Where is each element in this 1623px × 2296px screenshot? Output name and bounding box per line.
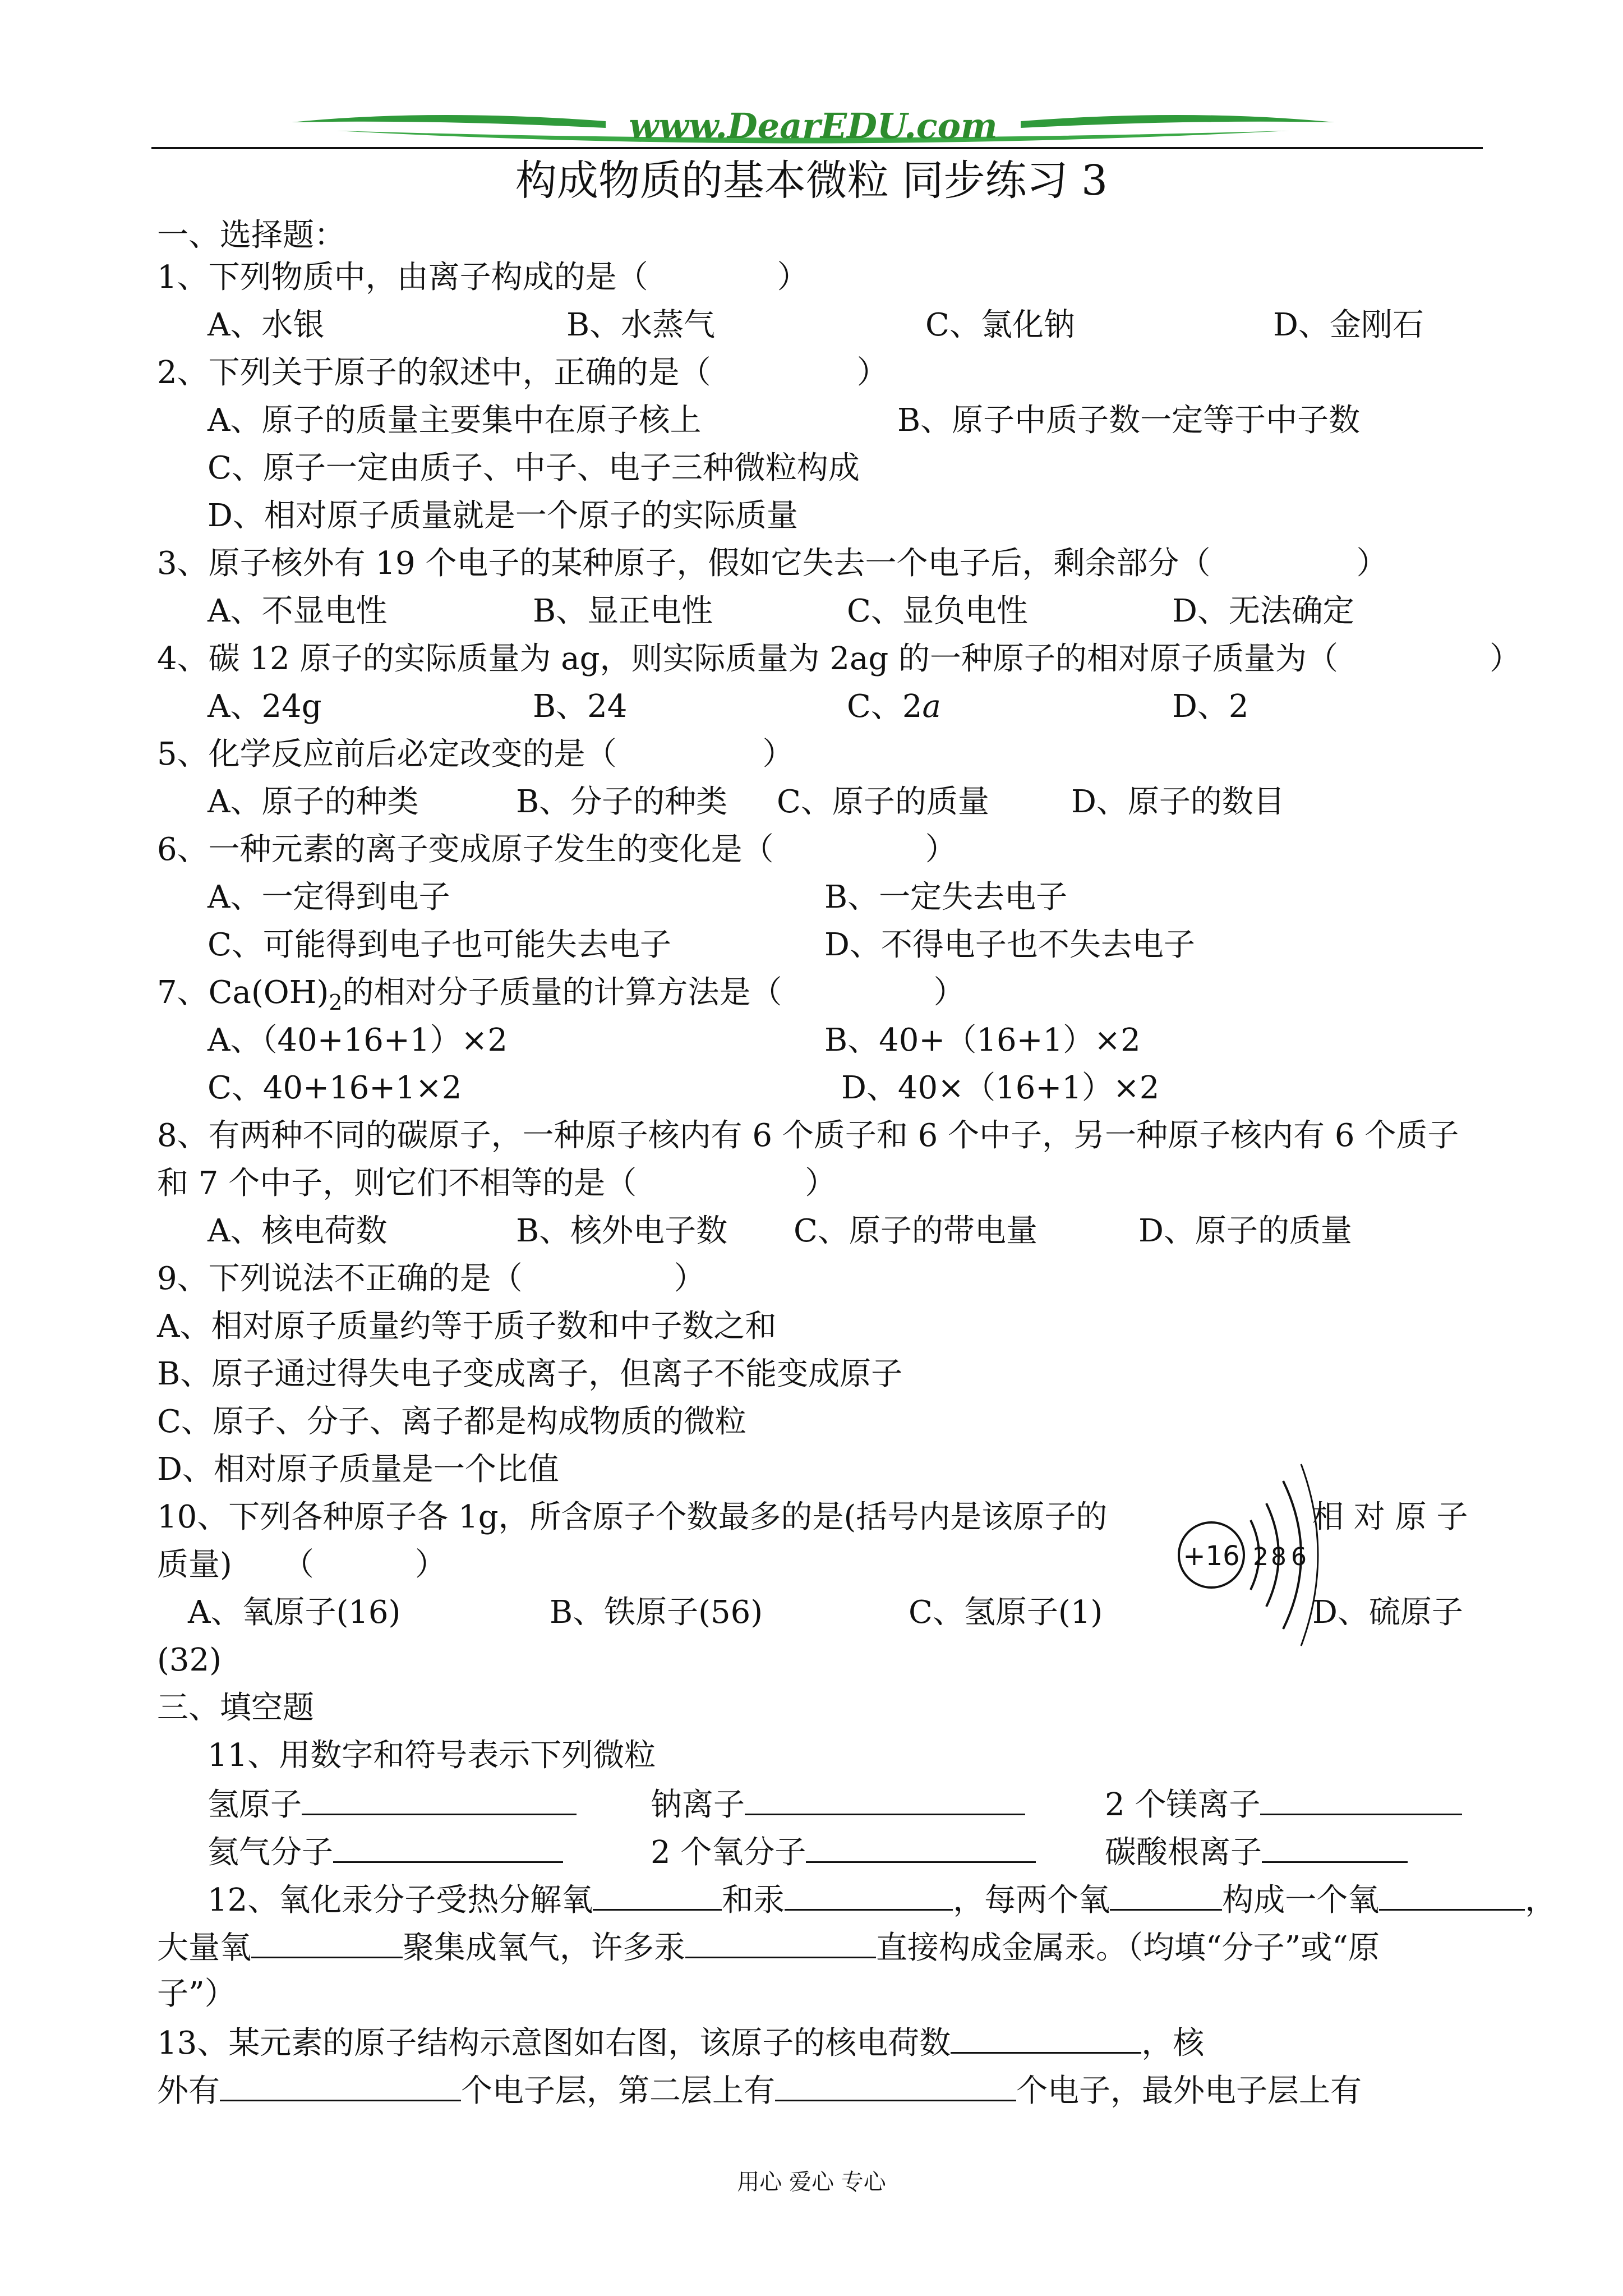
question-13-text-3: 外有 <box>157 2073 220 2109</box>
question-12-text-8: 直接构成金属汞。（均填“分子”或“原 <box>876 1930 1380 1966</box>
question-10-line-1: 10、下列各种原子各 1g，所含原子个数最多的是(括号内是该原子的 <box>157 1499 1108 1535</box>
section-heading-fill: 三、填空题 <box>157 1690 314 1726</box>
page-footer: 用心 爱心 专心 <box>737 2169 886 2195</box>
question-11-item-6 <box>1105 1829 1408 1875</box>
question-9-option-b: B、原子通过得失电子变成离子，但离子不能变成原子 <box>157 1356 903 1392</box>
answer-blank[interactable] <box>1262 1829 1408 1863</box>
page-title: 构成物质的基本微粒 同步练习 3 <box>515 157 1108 205</box>
question-12-text-4: 构成一个氧 <box>1222 1882 1380 1918</box>
question-10-option-b: B、铁原子(56) <box>550 1594 763 1631</box>
question-11-item-1 <box>208 1781 577 1828</box>
question-5-stem: 5、化学反应前后必定改变的是（ <box>157 736 617 772</box>
header-rule <box>151 147 1483 149</box>
question-8-option-d: D、原子的质量 <box>1138 1213 1352 1249</box>
question-13-text-5: 个电子，最外电子层上有 <box>1016 2073 1362 2109</box>
answer-blank[interactable] <box>333 1829 563 1863</box>
answer-blank[interactable] <box>745 1781 1025 1815</box>
question-11-item-4-label: 氦气分子 <box>208 1834 333 1871</box>
question-5-option-a: A、原子的种类 <box>208 784 419 820</box>
question-6-close: ） <box>925 831 957 868</box>
question-2-option-a: A、原子的质量主要集中在原子核上 <box>208 402 702 439</box>
question-11-item-3-label: 2 个镁离子 <box>1105 1787 1261 1823</box>
answer-blank[interactable] <box>593 1876 722 1911</box>
question-8-stem: 和 7 个中子，则它们不相等的是（ <box>157 1165 637 1202</box>
question-12-line-1 <box>208 1876 1556 1923</box>
question-9 <box>157 1257 706 1301</box>
question-1-stem: 1、下列物质中，由离子构成的是（ <box>157 259 648 296</box>
question-3-option-a: A、不显电性 <box>208 593 388 629</box>
question-11-item-2 <box>651 1781 1025 1828</box>
question-2-option-b: B、原子中质子数一定等于中子数 <box>897 402 1361 439</box>
question-6-option-b: B、一定失去电子 <box>824 879 1068 915</box>
question-7-stem-pre: 7、Ca(OH) <box>157 974 329 1011</box>
question-13-line-1 <box>157 2019 1204 2066</box>
question-4-option-a: A、24g <box>208 688 322 725</box>
question-2 <box>157 351 888 395</box>
question-12-line-2 <box>157 1924 1380 1971</box>
question-10-open: （ <box>282 1547 314 1583</box>
question-9-stem: 9、下列说法不正确的是（ <box>157 1260 523 1297</box>
question-7-option-b: B、40+（16+1）×2 <box>824 1022 1141 1059</box>
question-11-item-2-label: 钠离子 <box>651 1787 745 1823</box>
question-11-item-6-label: 碳酸根离子 <box>1105 1834 1262 1871</box>
question-3-option-b: B、显正电性 <box>533 593 713 629</box>
question-12-text-3: ，每两个氧 <box>953 1882 1110 1918</box>
question-7-option-a: A、（40+16+1）×2 <box>208 1022 508 1059</box>
question-4-option-b: B、24 <box>533 688 628 725</box>
question-13-text-2: ，核 <box>1141 2025 1205 2062</box>
answer-blank[interactable] <box>806 1829 1036 1863</box>
question-9-close: ） <box>674 1260 706 1297</box>
question-9-option-c: C、原子、分子、离子都是构成物质的微粒 <box>157 1404 746 1440</box>
question-8-option-b: B、核外电子数 <box>516 1213 728 1249</box>
atom-nucleus-label: +16 <box>1183 1540 1240 1572</box>
question-10-line-2 <box>157 1543 446 1588</box>
question-4-option-c-variable: a <box>922 688 941 725</box>
question-6-option-c: C、可能得到电子也可能失去电子 <box>208 927 671 963</box>
answer-blank[interactable] <box>775 2067 1016 2101</box>
atom-shell-1-count: 2 <box>1253 1543 1269 1571</box>
question-3-stem: 3、原子核外有 19 个电子的某种原子，假如它失去一个电子后，剩余部分（ <box>157 545 1211 582</box>
question-12-text-6: 大量氧 <box>157 1930 251 1966</box>
question-4 <box>157 637 1521 682</box>
question-3 <box>157 541 1388 586</box>
question-13-line-2 <box>157 2067 1362 2114</box>
question-6-option-d: D、不得电子也不失去电子 <box>824 927 1195 963</box>
question-11-item-4 <box>208 1829 563 1875</box>
answer-blank[interactable] <box>302 1781 577 1815</box>
question-1-option-c: C、氯化钠 <box>925 307 1075 343</box>
question-9-option-d: D、相对原子质量是一个比值 <box>157 1451 559 1488</box>
question-11-item-5 <box>651 1829 1036 1875</box>
question-1-close: ） <box>777 259 809 296</box>
answer-blank[interactable] <box>685 1924 876 1958</box>
site-logo-text: www.DearEDU.com <box>629 105 998 146</box>
question-10-stem: 质量) <box>157 1547 232 1583</box>
question-10-line-1-tail: 相 对 原 子 <box>1312 1499 1468 1535</box>
question-7-close: ） <box>933 974 965 1011</box>
question-4-close: ） <box>1490 641 1521 677</box>
question-13-text-4: 个电子层，第二层上有 <box>461 2073 775 2109</box>
atom-shell-3-count: 6 <box>1291 1543 1307 1571</box>
question-2-option-d: D、相对原子质量就是一个原子的实际质量 <box>208 498 798 534</box>
banner-swoosh-right <box>1021 115 1335 128</box>
question-1-option-d: D、金刚石 <box>1273 307 1424 343</box>
question-5 <box>157 732 794 777</box>
question-8-option-c: C、原子的带电量 <box>794 1213 1038 1249</box>
question-4-option-c-prefix: C、2 <box>847 688 923 725</box>
question-12-text-2: 和汞 <box>722 1882 785 1918</box>
question-1-option-b: B、水蒸气 <box>566 307 716 343</box>
question-10-option-d-tail: (32) <box>157 1642 222 1678</box>
answer-blank[interactable] <box>220 2067 461 2101</box>
question-2-option-c: C、原子一定由质子、中子、电子三种微粒构成 <box>208 450 860 486</box>
question-9-option-a: A、相对原子质量约等于质子数和中子数之和 <box>157 1308 777 1345</box>
question-5-close: ） <box>762 736 794 772</box>
question-10-option-d: D、硫原子 <box>1312 1594 1463 1631</box>
question-4-option-c <box>847 684 941 729</box>
question-12-text-5: ， <box>1525 1882 1557 1918</box>
question-5-option-d: D、原子的数目 <box>1071 784 1285 820</box>
question-4-option-d: D、2 <box>1172 688 1249 725</box>
question-4-stem: 4、碳 12 原子的实际质量为 ag，则实际质量为 2ag 的一种原子的相对原子质量为（ <box>157 641 1338 677</box>
atom-structure-diagram <box>1166 1458 1324 1649</box>
question-11-item-5-label: 2 个氧分子 <box>651 1834 806 1871</box>
question-8-option-a: A、核电荷数 <box>208 1213 388 1249</box>
question-3-option-c: C、显负电性 <box>847 593 1028 629</box>
question-3-close: ） <box>1356 545 1388 582</box>
question-5-option-b: B、分子的种类 <box>516 784 728 820</box>
question-2-close: ） <box>856 355 888 391</box>
banner-swoosh-left <box>292 115 606 128</box>
question-11-stem: 11、用数字和符号表示下列微粒 <box>208 1737 656 1774</box>
question-11-item-3 <box>1105 1781 1462 1828</box>
question-10-option-c: C、氢原子(1) <box>909 1594 1103 1631</box>
answer-blank[interactable] <box>1110 1876 1222 1911</box>
question-8-close: ） <box>805 1165 837 1202</box>
question-3-option-d: D、无法确定 <box>1172 593 1354 629</box>
question-7-stem-post: 的相对分子质量的计算方法是（ <box>342 974 782 1011</box>
question-10-close: ） <box>414 1547 446 1583</box>
atom-shell-2-count: 8 <box>1271 1543 1287 1571</box>
question-6 <box>157 827 957 872</box>
answer-blank[interactable] <box>251 1924 403 1958</box>
question-10-option-a: A、氧原子(16) <box>188 1594 401 1631</box>
answer-blank[interactable] <box>1260 1781 1462 1815</box>
question-2-stem: 2、下列关于原子的叙述中，正确的是（ <box>157 355 711 391</box>
answer-blank[interactable] <box>951 2019 1141 2054</box>
question-1-option-a: A、水银 <box>208 307 325 343</box>
question-13-text-1: 13、某元素的原子结构示意图如右图，该原子的核电荷数 <box>157 2025 951 2062</box>
section-heading-choice: 一、选择题： <box>157 217 345 254</box>
question-7 <box>157 970 965 1015</box>
question-7-option-d: D、40×（16+1）×2 <box>841 1070 1160 1106</box>
question-12-text-7: 聚集成氧气，许多汞 <box>403 1930 685 1966</box>
question-8-line-2 <box>157 1161 836 1206</box>
question-6-option-a: A、一定得到电子 <box>208 879 450 915</box>
answer-blank[interactable] <box>1379 1876 1525 1911</box>
question-8-line-1: 8、有两种不同的碳原子，一种原子核内有 6 个质子和 6 个中子，另一种原子核内有 6 个质子 <box>157 1117 1459 1154</box>
question-1 <box>157 255 809 300</box>
answer-blank[interactable] <box>785 1876 953 1911</box>
question-11-item-1-label: 氢原子 <box>208 1787 302 1823</box>
question-12-text-1: 12、氧化汞分子受热分解氧 <box>208 1882 593 1918</box>
question-5-option-c: C、原子的质量 <box>777 784 989 820</box>
question-6-stem: 6、一种元素的离子变成原子发生的变化是（ <box>157 831 774 868</box>
question-12-line-3: 子”） <box>157 1976 236 2012</box>
question-7-option-c: C、40+16+1×2 <box>208 1070 462 1106</box>
question-7-subscript: 2 <box>329 990 343 1015</box>
